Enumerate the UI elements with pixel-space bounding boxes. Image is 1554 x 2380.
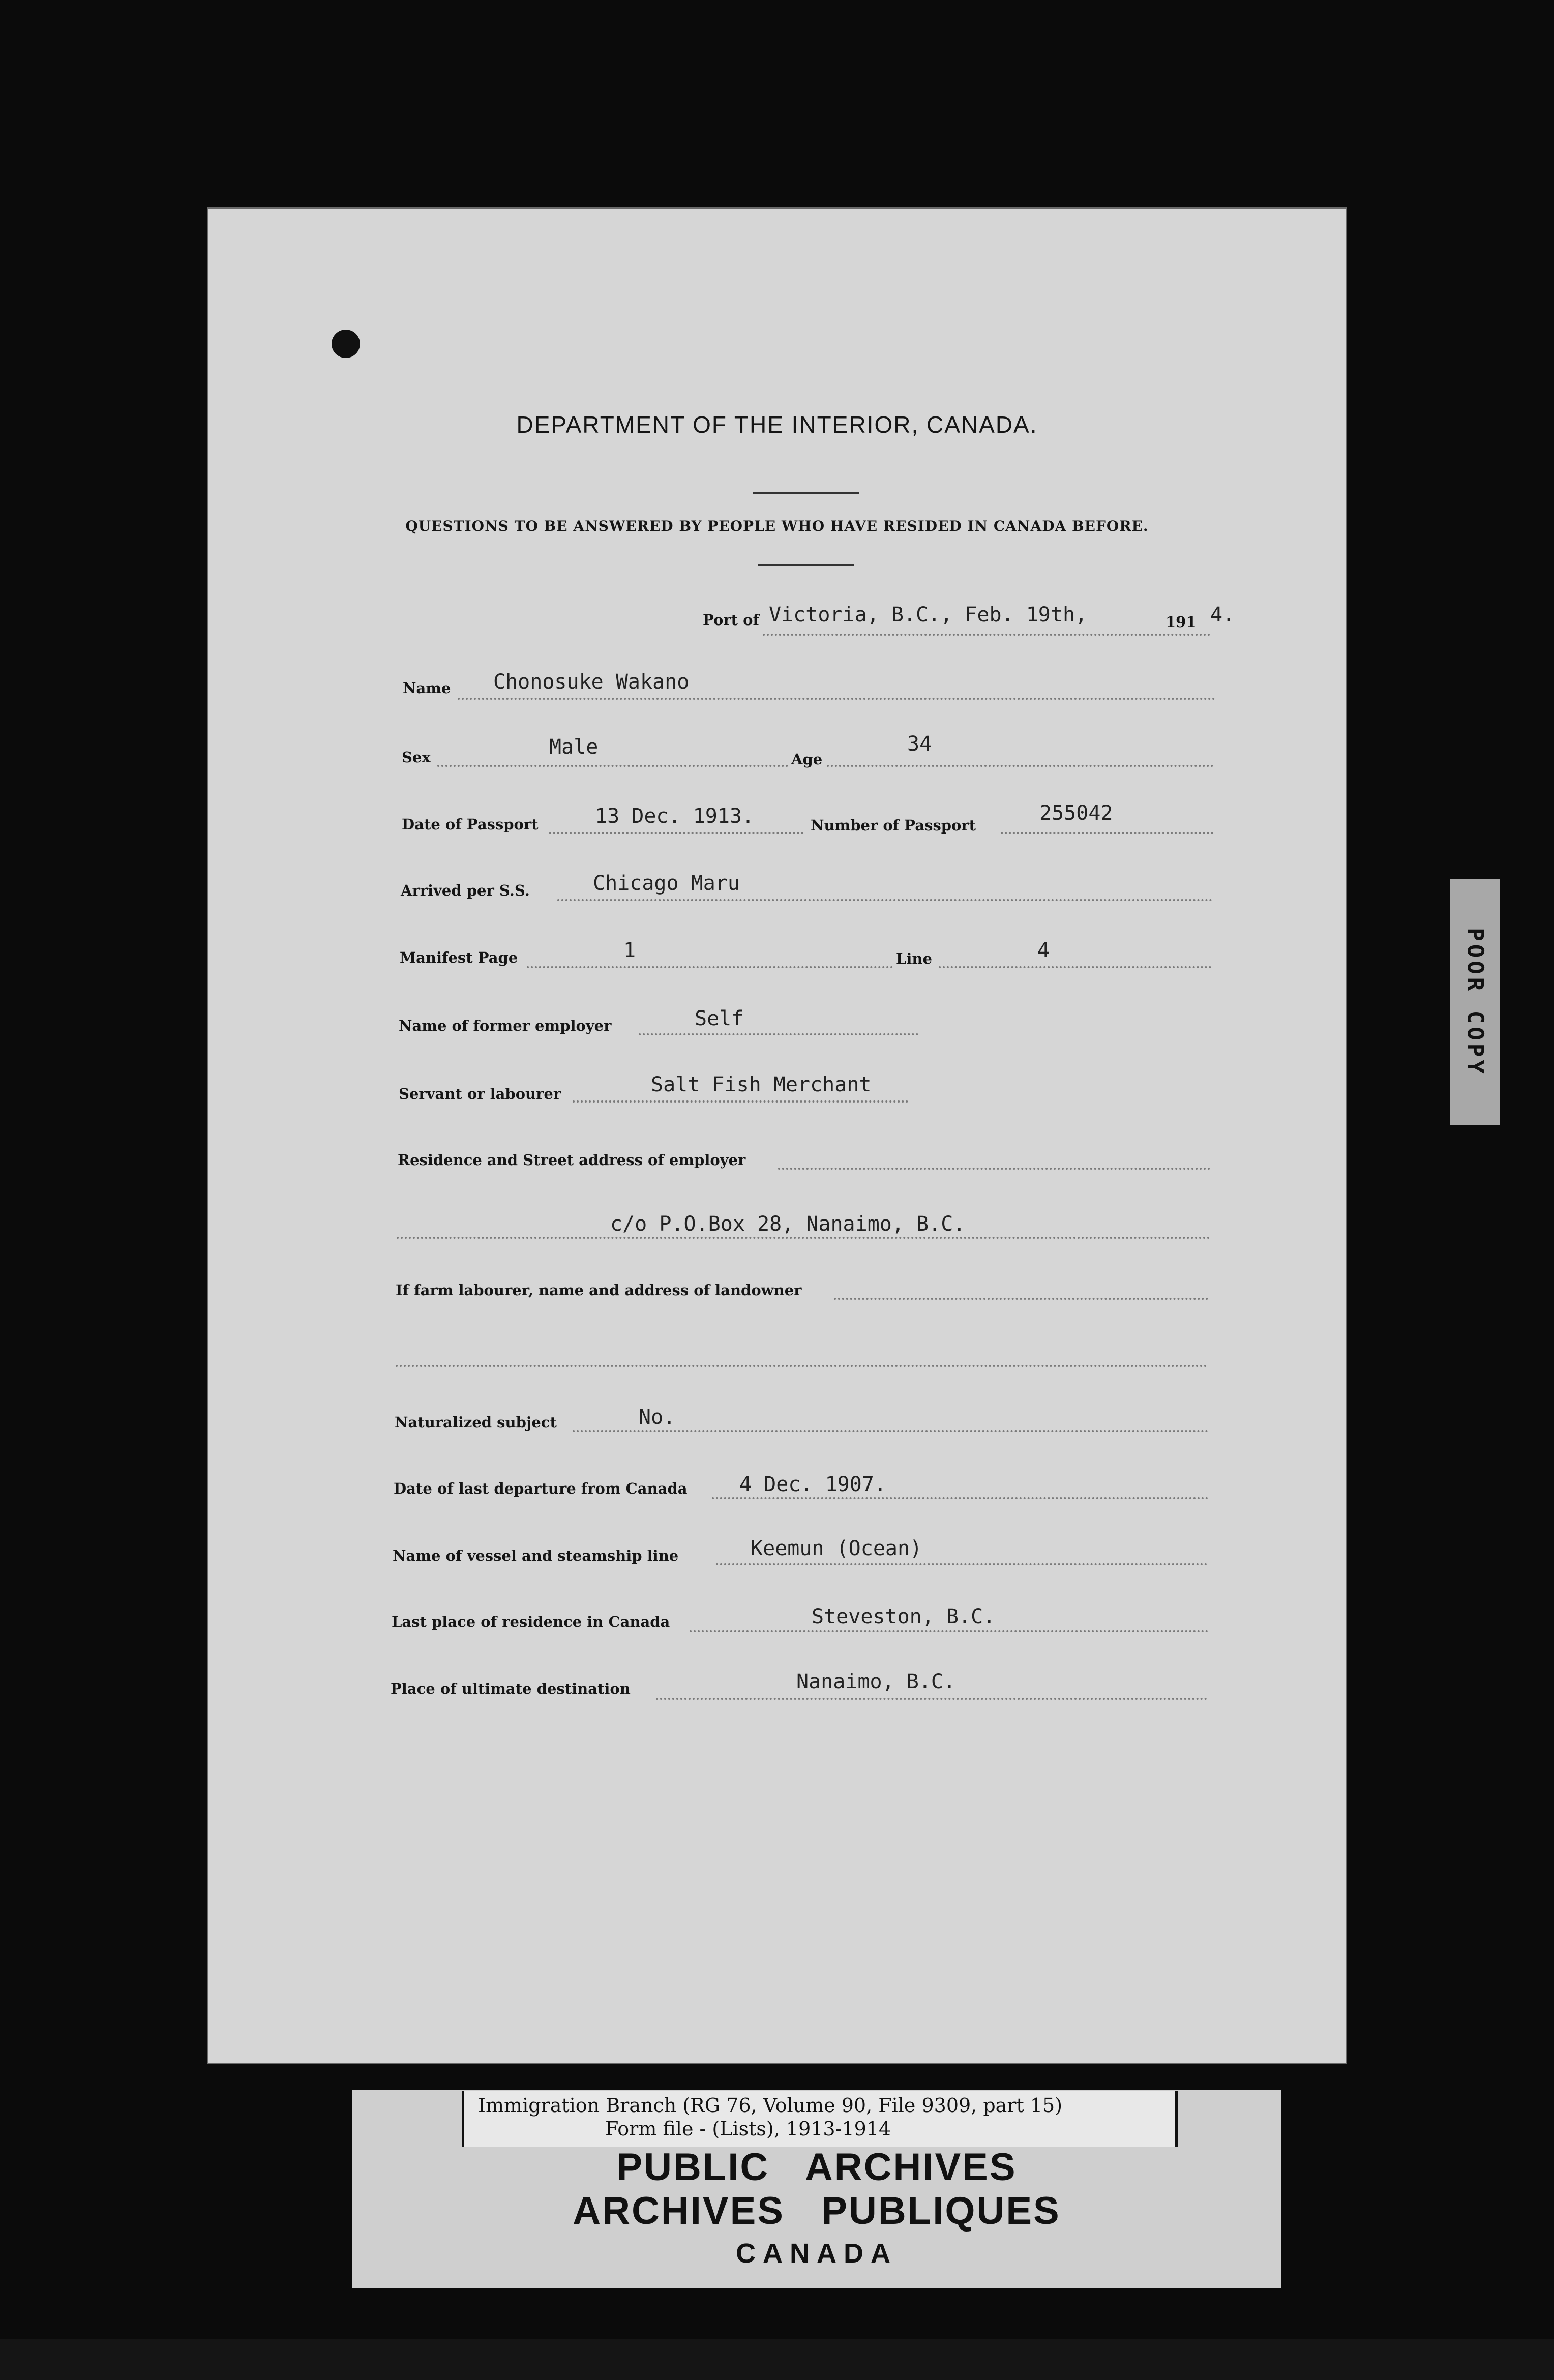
residence-dotted-line-2 <box>397 1237 1210 1239</box>
line-dotted-line <box>939 966 1211 968</box>
age-label: Age <box>791 751 823 768</box>
last-residence-value: Steveston, B.C. <box>812 1605 996 1628</box>
poor-copy-tab <box>1450 879 1500 1125</box>
passport-number-label: Number of Passport <box>811 817 976 834</box>
sex-dotted-line <box>437 765 788 767</box>
reference-line-1: Immigration Branch (RG 76, Volume 90, File 9309, part 15) <box>478 2094 1063 2117</box>
reference-line-2: Form file - (Lists), 1913-1914 <box>605 2118 891 2140</box>
vessel-label: Name of vessel and steamship line <box>393 1547 679 1564</box>
archives-line-1: PUBLIC ARCHIVES <box>616 2146 1017 2189</box>
archives-line-2: ARCHIVES PUBLIQUES <box>573 2189 1061 2233</box>
passport-date-label: Date of Passport <box>402 816 539 833</box>
farm-dotted-line-1 <box>834 1298 1208 1300</box>
manifest-page-value: 1 <box>623 939 636 962</box>
destination-dotted-line <box>656 1698 1207 1700</box>
name-value: Chonosuke Wakano <box>493 670 690 694</box>
last-residence-label: Last place of residence in Canada <box>392 1613 670 1630</box>
document-sheet <box>207 207 1347 2064</box>
farm-label: If farm labourer, name and address of landowner <box>396 1282 802 1299</box>
naturalized-label: Naturalized subject <box>395 1414 557 1431</box>
last-departure-value: 4 Dec. 1907. <box>739 1473 886 1496</box>
vessel-value: Keemun (Ocean) <box>751 1537 922 1560</box>
servant-value: Salt Fish Merchant <box>651 1073 872 1096</box>
former-employer-dotted-line <box>639 1033 918 1035</box>
line-value: 4 <box>1037 939 1050 962</box>
name-dotted-line <box>458 698 1215 700</box>
passport-date-dotted-line <box>549 832 803 834</box>
manifest-page-label: Manifest Page <box>400 949 518 966</box>
title-divider <box>753 492 859 494</box>
passport-number-value: 255042 <box>1039 801 1113 825</box>
servant-label: Servant or labourer <box>399 1085 561 1103</box>
age-value: 34 <box>907 732 932 756</box>
former-employer-label: Name of former employer <box>399 1017 612 1034</box>
last-departure-label: Date of last departure from Canada <box>394 1480 688 1497</box>
naturalized-dotted-line <box>573 1430 1208 1432</box>
passport-date-value: 13 Dec. 1913. <box>595 805 755 828</box>
archives-line-3: CANADA <box>736 2238 898 2269</box>
punch-hole <box>332 330 360 358</box>
port-value: Victoria, B.C., Feb. 19th, <box>769 603 1088 627</box>
bottom-film-strip <box>0 2339 1554 2380</box>
farm-dotted-line-2 <box>396 1365 1207 1367</box>
residence-value: c/o P.O.Box 28, Nanaimo, B.C. <box>610 1212 966 1236</box>
port-dotted-line <box>763 634 1210 636</box>
arrived-label: Arrived per S.S. <box>401 882 530 899</box>
residence-label: Residence and Street address of employer <box>398 1151 746 1169</box>
year-suffix: 4. <box>1210 603 1235 627</box>
document-subtitle: QUESTIONS TO BE ANSWERED BY PEOPLE WHO HAVE RESIDED IN CANADA BEFORE. <box>405 518 1149 534</box>
destination-label: Place of ultimate destination <box>391 1680 631 1698</box>
passport-number-dotted-line <box>1001 832 1213 834</box>
age-dotted-line <box>827 765 1213 767</box>
subtitle-divider <box>758 564 854 566</box>
last-residence-dotted-line <box>690 1630 1208 1632</box>
vessel-dotted-line <box>716 1563 1207 1565</box>
poor-copy-text: POOR COPY <box>1462 927 1488 1077</box>
document-title: DEPARTMENT OF THE INTERIOR, CANADA. <box>516 411 1038 438</box>
servant-dotted-line <box>573 1100 908 1103</box>
name-label: Name <box>403 679 451 697</box>
sex-label: Sex <box>402 749 431 766</box>
residence-dotted-line-1 <box>778 1168 1210 1170</box>
naturalized-value: No. <box>639 1406 676 1429</box>
destination-value: Nanaimo, B.C. <box>796 1670 956 1693</box>
year-prefix: 191 <box>1165 613 1197 631</box>
arrived-dotted-line <box>557 899 1212 901</box>
sex-value: Male <box>549 735 599 759</box>
arrived-value: Chicago Maru <box>593 872 740 895</box>
line-label: Line <box>896 950 932 967</box>
port-label: Port of <box>703 611 759 629</box>
last-departure-dotted-line <box>712 1497 1208 1499</box>
manifest-page-dotted-line <box>527 966 893 968</box>
former-employer-value: Self <box>695 1007 744 1030</box>
